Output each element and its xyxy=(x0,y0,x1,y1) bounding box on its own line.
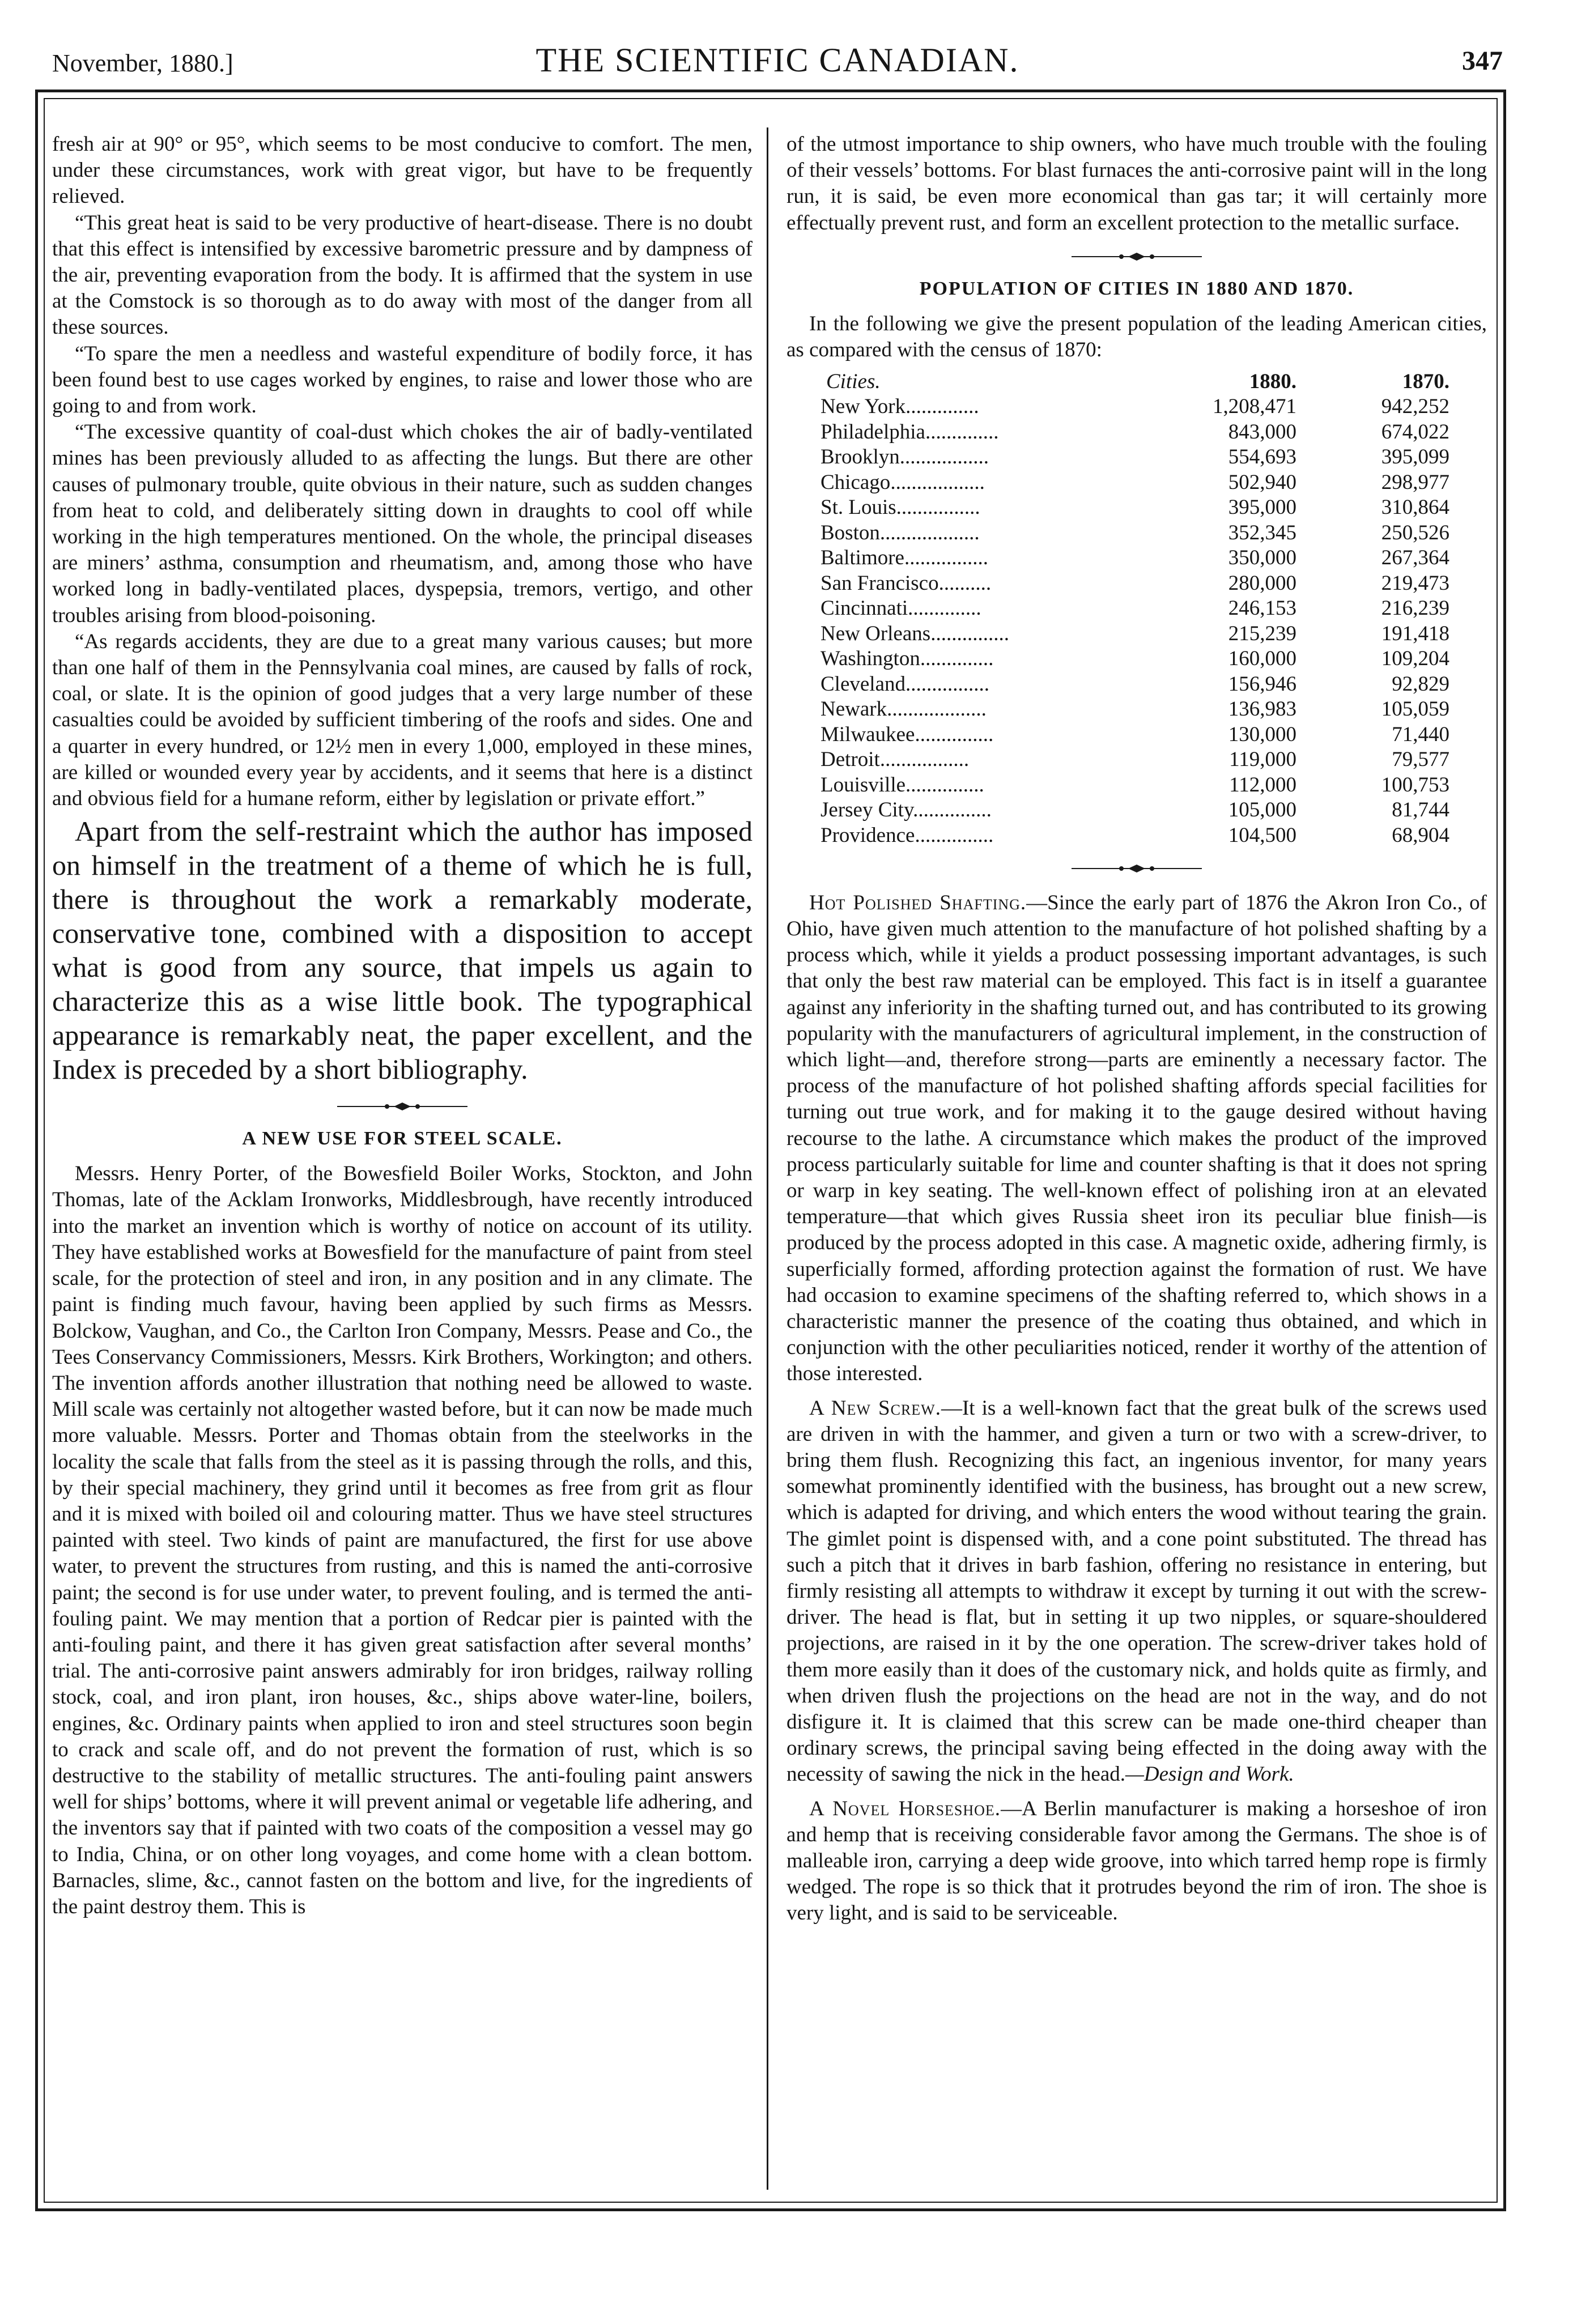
column-header-1870: 1870. xyxy=(1402,369,1449,393)
city-cell xyxy=(820,495,1166,521)
shafting-text: —Since the early part of 1876 the Akron Iron Co., of Ohio, have given much attention to the manufacture of hot polished shafting by a process which, while it yields a product possessing important advantages, is such that only the best raw material can be employed. This fact is in itself a guarantee against any inferiority in the shafting turned out, and has contributed to its growing popularity with the manufacturers of agricultural implement, in the construction of which light—and, therefore strong—parts are eminently a necessary factor. The process of the manufacture of hot polished shafting affords special facilities for turning out true work, and for making it to the gauge desired without having recourse to the lathe. A circumstance which makes the product of the improved process particularly suitable for lime and counter shafting is that it does not spring or warp in key seating. The well-known effect of polishing iron at an elevated temperature—that which gives Russia sheet iron its peculiar blue finish—is produced by the process adopted in this case. A magnetic oxide, adhering firmly, is superficially formed, affording protection against the formation of rust. We have had occasion to examine specimens of the shafting referred to, which shows in a characteristic manner the presence of the coating thus obtained, and which in conjunction with the other peculiarities noticed, render it worthy of the attention of those interested. xyxy=(787,891,1487,1386)
leader-dots: ............... xyxy=(915,823,994,847)
city-name: Chicago xyxy=(820,470,891,494)
leader-dots: ................ xyxy=(904,546,988,570)
section-divider-ornament xyxy=(337,1101,467,1112)
city-name: Cincinnati xyxy=(820,597,908,620)
population-1880-cell: 160,000 xyxy=(1228,647,1296,671)
city-name: New York xyxy=(820,395,906,419)
city-name: New Orleans xyxy=(820,622,931,645)
city-name: Newark xyxy=(820,697,887,721)
page-header xyxy=(52,41,1503,92)
leader-dots: ............... xyxy=(905,773,984,797)
table-row xyxy=(820,546,1449,571)
population-1880-cell: 119,000 xyxy=(1229,748,1296,772)
population-1880-cell: 130,000 xyxy=(1228,722,1296,746)
population-1870-cell: 109,204 xyxy=(1381,647,1449,671)
population-1880-cell: 105,000 xyxy=(1228,798,1296,822)
steel-scale-heading: A NEW USE FOR STEEL SCALE. xyxy=(242,1128,563,1150)
table-row xyxy=(820,419,1449,445)
population-1870-cell: 81,744 xyxy=(1392,798,1449,822)
city-name: San Francisco xyxy=(820,571,939,595)
city-name: Cleveland xyxy=(820,672,906,696)
leader-dots: ................ xyxy=(896,496,980,520)
city-cell xyxy=(820,596,1166,622)
left-column xyxy=(52,131,753,1920)
table-row xyxy=(820,520,1449,546)
screw-paragraph xyxy=(787,1395,1487,1788)
table-row xyxy=(820,394,1449,420)
steel-scale-article xyxy=(52,1161,753,1920)
city-cell xyxy=(820,697,1166,722)
horseshoe-paragraph xyxy=(787,1796,1487,1927)
right-column xyxy=(787,131,1487,1927)
population-table xyxy=(820,369,1449,848)
table-header-row xyxy=(820,369,1449,394)
shafting-heading: Hot Polished Shafting. xyxy=(809,891,1027,914)
population-1880-cell: 352,345 xyxy=(1228,521,1296,544)
table-row xyxy=(820,823,1449,848)
population-intro xyxy=(787,311,1487,363)
city-cell xyxy=(820,671,1166,697)
city-cell xyxy=(820,571,1166,596)
review-paragraph: Apart from the self-restraint which the author has imposed on himself in the treatment of a theme of which he is full, there is throughout the work a remarkably moderate, conservative tone, combined with a disposition to accept what is good from any source, that impels us again to characterize this as a wise little book. The typographical appearance is remarkably neat, the paper excellent, and the Index is preceded by a short bibliography. xyxy=(52,815,753,1086)
population-1880-cell: 1,208,471 xyxy=(1213,395,1296,419)
page-number: 347 xyxy=(1462,46,1503,76)
leader-dots: ............... xyxy=(913,798,992,822)
city-cell xyxy=(820,772,1166,798)
population-1880-cell: 554,693 xyxy=(1228,445,1296,469)
quote-paragraph: fresh air at 90° or 95°, which seems to be most conducive to comfort. The men, under these circumstances, work with great vigor, but have to be frequently relieved. xyxy=(52,133,753,208)
city-cell xyxy=(820,394,1166,420)
intro-paragraph: In the following we give the present population of the leading American cities, as compared with the census of 1870: xyxy=(787,312,1487,362)
shafting-paragraph xyxy=(787,890,1487,1387)
screw-text: —It is a well-known fact that the great bulk of the screws used are driven in with the hammer, and given a turn or two with a screw-driver, to bring them flush. Recognizing this fact, an ingenious inventor, for many years somewhat prominently identified with the business, has brought out a new screw, which is adapted for driving, and which enters the wood without tearing the grain. The gimlet point is dispensed with, and a cone point substituted. The thread has such a pitch that it drives in barb fashion, offering no resistance in entering, but firmly resisting all attempts to withdraw it except by turning it out with the screw-driver. The head is flat, but in setting it up two nipples, or square-shouldered projections, are raised in it by the one operation. The screw-driver takes hold of them more easily than it does of the customary nick, and holds quite as firmly, and when driven flush the projections on the head are not in the way, and do not disfigure it. It is claimed that this screw can be made one-third cheaper than ordinary screws, the principal saving being effected in the doing away with the necessity of sawing the nick in the head. xyxy=(787,1396,1487,1786)
city-name: Baltimore xyxy=(820,546,904,570)
table-row xyxy=(820,646,1449,672)
leader-dots: ................ xyxy=(905,672,990,696)
table-row xyxy=(820,798,1449,823)
quote-paragraph: “To spare the men a needless and wasteful expenditure of bodily force, it has been found best to use cages worked by engines, to raise and lower those who are going to and from work. xyxy=(52,342,753,418)
city-cell xyxy=(820,470,1166,495)
leader-dots: .............. xyxy=(905,395,979,419)
column-rule xyxy=(767,127,768,2190)
leader-dots: ................. xyxy=(879,748,970,772)
notes-section xyxy=(787,890,1487,1927)
horseshoe-heading: A Novel Horseshoe. xyxy=(809,1797,1001,1820)
population-1870-cell: 395,099 xyxy=(1381,445,1449,469)
population-1870-cell: 92,829 xyxy=(1392,672,1449,696)
population-1870-cell: 79,577 xyxy=(1392,748,1449,772)
leader-dots: .......... xyxy=(938,571,992,595)
city-cell xyxy=(820,520,1166,546)
steel-scale-continuation xyxy=(787,131,1487,236)
city-name: Louisville xyxy=(820,773,906,797)
table-row xyxy=(820,747,1449,773)
population-1870-cell: 674,022 xyxy=(1381,420,1449,444)
table-row xyxy=(820,671,1449,697)
article-paragraph: of the utmost importance to ship owners, who have much trouble with the fouling of their vessels’ bottoms. For blast furnaces the anti-corrosive paint will in the long run, it is said, be even more economical than gas tar; it will certainly more effectually prevent rust, and form an excellent protection to the metallic surface. xyxy=(787,133,1487,235)
horseshoe-text: —A Berlin manufacturer is making a horseshoe of iron and hemp that is receiving considerable favor among the Germans. The shoe is of malleable iron, carrying a deep wide groove, into which tarred hemp rope is firmly wedged. The rope is so thick that it protrudes beyond the rim of iron. The shoe is very light, and is said to be serviceable. xyxy=(787,1797,1487,1925)
leader-dots: .................. xyxy=(890,470,985,494)
city-cell xyxy=(820,621,1166,646)
screw-heading: A New Screw. xyxy=(809,1396,941,1420)
city-cell xyxy=(820,722,1166,747)
city-name: Washington xyxy=(820,647,920,671)
population-1870-cell: 71,440 xyxy=(1392,722,1449,746)
city-name: St. Louis xyxy=(820,496,896,520)
table-row xyxy=(820,621,1449,646)
leader-dots: .............. xyxy=(920,647,994,671)
population-1870-cell: 68,904 xyxy=(1392,823,1449,847)
issue-date: November, 1880.] xyxy=(52,49,233,77)
city-name: Detroit xyxy=(820,748,880,772)
city-cell xyxy=(820,445,1166,470)
population-1870-cell: 942,252 xyxy=(1381,395,1449,419)
journal-title: THE SCIENTIFIC CANADIAN. xyxy=(535,41,1019,79)
quote-paragraph: “As regards accidents, they are due to a great many various causes; but more than one half of them in the Pennsylvania coal mines, are caused by falls of rock, coal, or slate. It is the opinion of good judges that a very large number of these casualties could be avoided by sufficient timbering of the roofs and sides. One and a quarter in every hundred, or 12½ men in every 1,000, employed in these mines, are killed or wounded every year by accidents, and it seems that here is a distinct and obvious field for a humane reform, either by legislation or private effort.” xyxy=(52,629,753,811)
leader-dots: ................... xyxy=(879,521,980,544)
quote-paragraph: “This great heat is said to be very productive of heart-disease. There is no doubt that this effect is intensified by excessive barometric pressure and by dampness of the air, preventing evaporation from the body. It is affirmed that the system in use at the Comstock is so thorough as to do away with most of the danger from all these sources. xyxy=(52,211,753,339)
review-conclusion xyxy=(52,814,753,1086)
population-1880-cell: 280,000 xyxy=(1228,571,1296,595)
population-1880-cell: 156,946 xyxy=(1228,672,1296,696)
city-cell xyxy=(820,646,1166,672)
population-1880-cell: 246,153 xyxy=(1228,597,1296,620)
table-row xyxy=(820,495,1449,521)
population-1880-cell: 502,940 xyxy=(1228,470,1296,494)
city-cell xyxy=(820,798,1166,823)
leader-dots: ................. xyxy=(899,445,989,469)
population-1870-cell: 219,473 xyxy=(1381,571,1449,595)
leader-dots: ................... xyxy=(887,697,987,721)
population-1870-cell: 310,864 xyxy=(1381,496,1449,520)
population-1880-cell: 350,000 xyxy=(1228,546,1296,570)
population-heading: POPULATION OF CITIES IN 1880 AND 1870. xyxy=(919,278,1354,299)
leader-dots: .............. xyxy=(908,597,981,620)
table-row xyxy=(820,722,1449,747)
population-1880-cell: 843,000 xyxy=(1228,420,1296,444)
quote-paragraph: “The excessive quantity of coal-dust which chokes the air of badly-ventilated mines has been previously alluded to as affecting the lungs. But there are other causes of pulmonary trouble, quite obvious in their nature, such as sudden changes from heat to cold, and deliberately sitting down in draughts to cool off while working in the high temperatures mentioned. On the whole, the principal diseases are miners’ asthma, consumption and rheumatism, and, among those who have worked long in badly-ventilated places, dyspepsia, tremors, vertigo, and other troubles arising from blood-poisoning. xyxy=(52,420,753,627)
population-1870-cell: 100,753 xyxy=(1381,773,1449,797)
population-table-body xyxy=(820,394,1449,848)
city-name: Providence xyxy=(820,823,915,847)
table-row xyxy=(820,697,1449,722)
table-row xyxy=(820,596,1449,622)
population-1870-cell: 216,239 xyxy=(1381,597,1449,620)
population-1880-cell: 112,000 xyxy=(1229,773,1296,797)
population-1870-cell: 191,418 xyxy=(1381,622,1449,645)
table-row xyxy=(820,571,1449,596)
section-divider-ornament xyxy=(1072,863,1202,874)
table-row xyxy=(820,470,1449,495)
column-header-1880: 1880. xyxy=(1249,369,1296,393)
city-name: Jersey City xyxy=(820,798,913,822)
city-name: Philadelphia xyxy=(820,420,925,444)
population-1880-cell: 215,239 xyxy=(1228,622,1296,645)
city-cell xyxy=(820,419,1166,445)
screw-source: —Design and Work. xyxy=(1125,1763,1294,1786)
article-paragraph: Messrs. Henry Porter, of the Bowesfield Boiler Works, Stockton, and John Thomas, late of the Acklam Ironworks, Middlesbrough, have recently introduced into the market an invention which is worthy of notice on account of its utility. They have established works at Bowesfield for the manufacture of paint from steel scale, for the protection of steel and iron, in any position and in any climate. The paint is finding much favour, having been applied by such firms as Messrs. Bolckow, Vaughan, and Co., the Carlton Iron Company, Messrs. Pease and Co., the Tees Conservancy Commissioners, Messrs. Kirk Brothers, Workington; and others. The invention affords another illustration that nothing need be allowed to waste. Mill scale was certainly not altogether wasted before, but it can now be made much more valuable. Messrs. Porter and Thomas obtain from the steelworks in the locality the scale that falls from the steel as it is passing through the rolls, and this, by their special machinery, they grind until it becomes as free from grit as flour and it is mixed with boiled oil and colouring matter. Thus we have steel structures painted with steel. Two kinds of paint are manufactured, the first for use above water, to prevent the structures from rusting, and this is named the anti-corrosive paint; the second is for use under water, to prevent fouling, and is termed the anti-fouling paint. We may mention that a portion of Redcar pier is painted with the anti-fouling paint, and there it has given great satisfaction after several months’ trial. The anti-corrosive paint answers admirably for iron bridges, railway rolling stock, coal, and iron plant, iron houses, &c., ships above water-line, boilers, engines, &c. Ordinary paints when applied to iron and steel structures soon begin to crack and scale off, and do not prevent the formation of rust, which is so destructive to the stability of metallic structures. The anti-fouling paint answers well for ships’ bottoms, where it will prevent animal or vegetable life adhering, and the inventors say that if painted with two coats of the composition a vessel may go to India, China, or on other long voyages, and come home with a clean bottom. Barnacles, slime, &c., cannot fasten on the bottom and live, for the ingredients of the paint destroy them. This is xyxy=(52,1162,753,1918)
population-1870-cell: 250,526 xyxy=(1381,521,1449,544)
city-name: Boston xyxy=(820,521,880,544)
population-1870-cell: 267,364 xyxy=(1381,546,1449,570)
city-name: Brooklyn xyxy=(820,445,900,469)
population-1880-cell: 136,983 xyxy=(1228,697,1296,721)
table-row xyxy=(820,772,1449,798)
column-header-cities: Cities. xyxy=(826,369,881,393)
population-1880-cell: 395,000 xyxy=(1228,496,1296,520)
leader-dots: ............... xyxy=(915,722,994,746)
city-cell xyxy=(820,823,1166,848)
leader-dots: ............... xyxy=(930,622,1009,645)
leader-dots: .............. xyxy=(925,420,999,444)
population-1870-cell: 105,059 xyxy=(1381,697,1449,721)
city-cell xyxy=(820,546,1166,571)
city-name: Milwaukee xyxy=(820,722,915,746)
population-1880-cell: 104,500 xyxy=(1228,823,1296,847)
quoted-passage xyxy=(52,131,753,812)
table-row xyxy=(820,445,1449,470)
section-divider-ornament xyxy=(1072,251,1202,262)
city-cell xyxy=(820,747,1166,773)
population-1870-cell: 298,977 xyxy=(1381,470,1449,494)
